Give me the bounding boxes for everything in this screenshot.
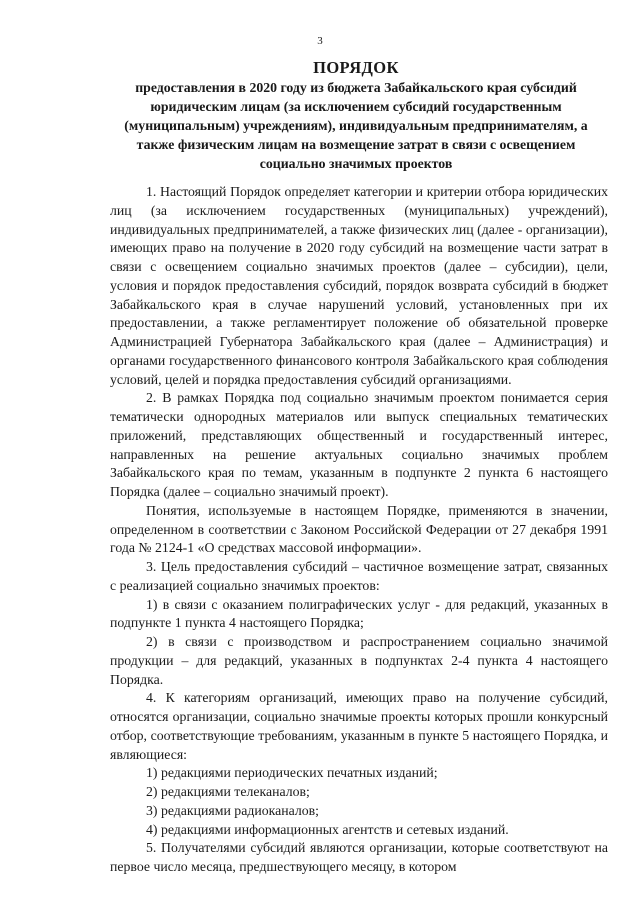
list-item: 1) редакциями периодических печатных изданий; <box>146 765 438 781</box>
document-body <box>110 183 608 877</box>
list-item: 4) редакциями информационных агентств и сетевых изданий. <box>146 821 509 837</box>
list-item: 3) редакциями радиоканалов; <box>146 802 320 818</box>
document-subtitle: предоставления в 2020 году из бюджета Забайкальского края субсидий юридическим лицам (за исключением субсидий государственным (муниципальным) учреждениям), индивидуальным предпринимателям, а также физическим лицам на возмещение затрат в связи с освещением социально значимых проектов <box>124 80 588 171</box>
list-item: 2) редакциями телеканалов; <box>146 784 310 799</box>
paragraph-1: 1. Настоящий Порядок определяет категории и критерии отбора юридических лиц (за исключением государственных (муниципальных) учреждений), индивидуальных предпринимателей, а также физических лиц (далее - организации), имеющих право на получение в 2020 году субсидий на возмещение части затрат в связи с освещением социально значимых проектов (далее – субсидии), цели, условия и порядок предоставления субсидий, порядок возврата субсидий в бюджет Забайкальского края в случае нарушений условий, установленных при их предоставлении, а также регламентирует положение об обязательной проверке Администрацией Губернатора Забайкальского края (далее – Администрация) и органами государственного финансового контроля Забайкальского края соблюдения условий, целей и порядка предоставления субсидий организациями. <box>110 184 608 387</box>
paragraph-3: Понятия, используемые в настоящем Порядке, применяются в значении, определенном в соответствии с Законом Российской Федерации от 27 декабря 1991 года № 2124-1 «О средствах массовой информации». <box>110 502 608 556</box>
document-title: ПОРЯДОК <box>313 58 399 77</box>
paragraph-5: 1) в связи с оказанием полиграфических услуг - для редакций, указанных в подпункте 1 пункта 4 настоящего Порядка; <box>110 596 608 631</box>
paragraph-6: 2) в связи с производством и распространением социально значимой продукции – для редакций, указанных в подпунктах 2-4 пункта 4 настоящего Порядка. <box>110 634 608 687</box>
paragraph-8: 5. Получателями субсидий являются организации, которые соответствуют на первое число месяца, предшествующего месяцу, в котором <box>110 840 608 874</box>
paragraph-2: 2. В рамках Порядка под социально значимым проектом понимается серия тематически однородных материалов или выпуск специальных тематических приложений, представляющих общественный и государственный интерес, направленных на решение актуальных социально значимых проблем Забайкальского края по темам, указанным в подпункте 2 пункта 6 настоящего Порядка (далее – социально значимый проект). <box>110 390 608 499</box>
paragraph-4: 3. Цель предоставления субсидий – частичное возмещение затрат, связанных с реализацией социально значимых проектов: <box>110 559 608 593</box>
document-header <box>108 58 604 173</box>
paragraph-7: 4. К категориям организаций, имеющих право на получение субсидий, относятся организации, социально значимые проекты которых прошли конкурсный отбор, соответствующие требованиям, указанным в пункте 5 настоящего Порядка, и являющиеся: <box>110 690 608 762</box>
page-number: 3 <box>317 35 323 47</box>
